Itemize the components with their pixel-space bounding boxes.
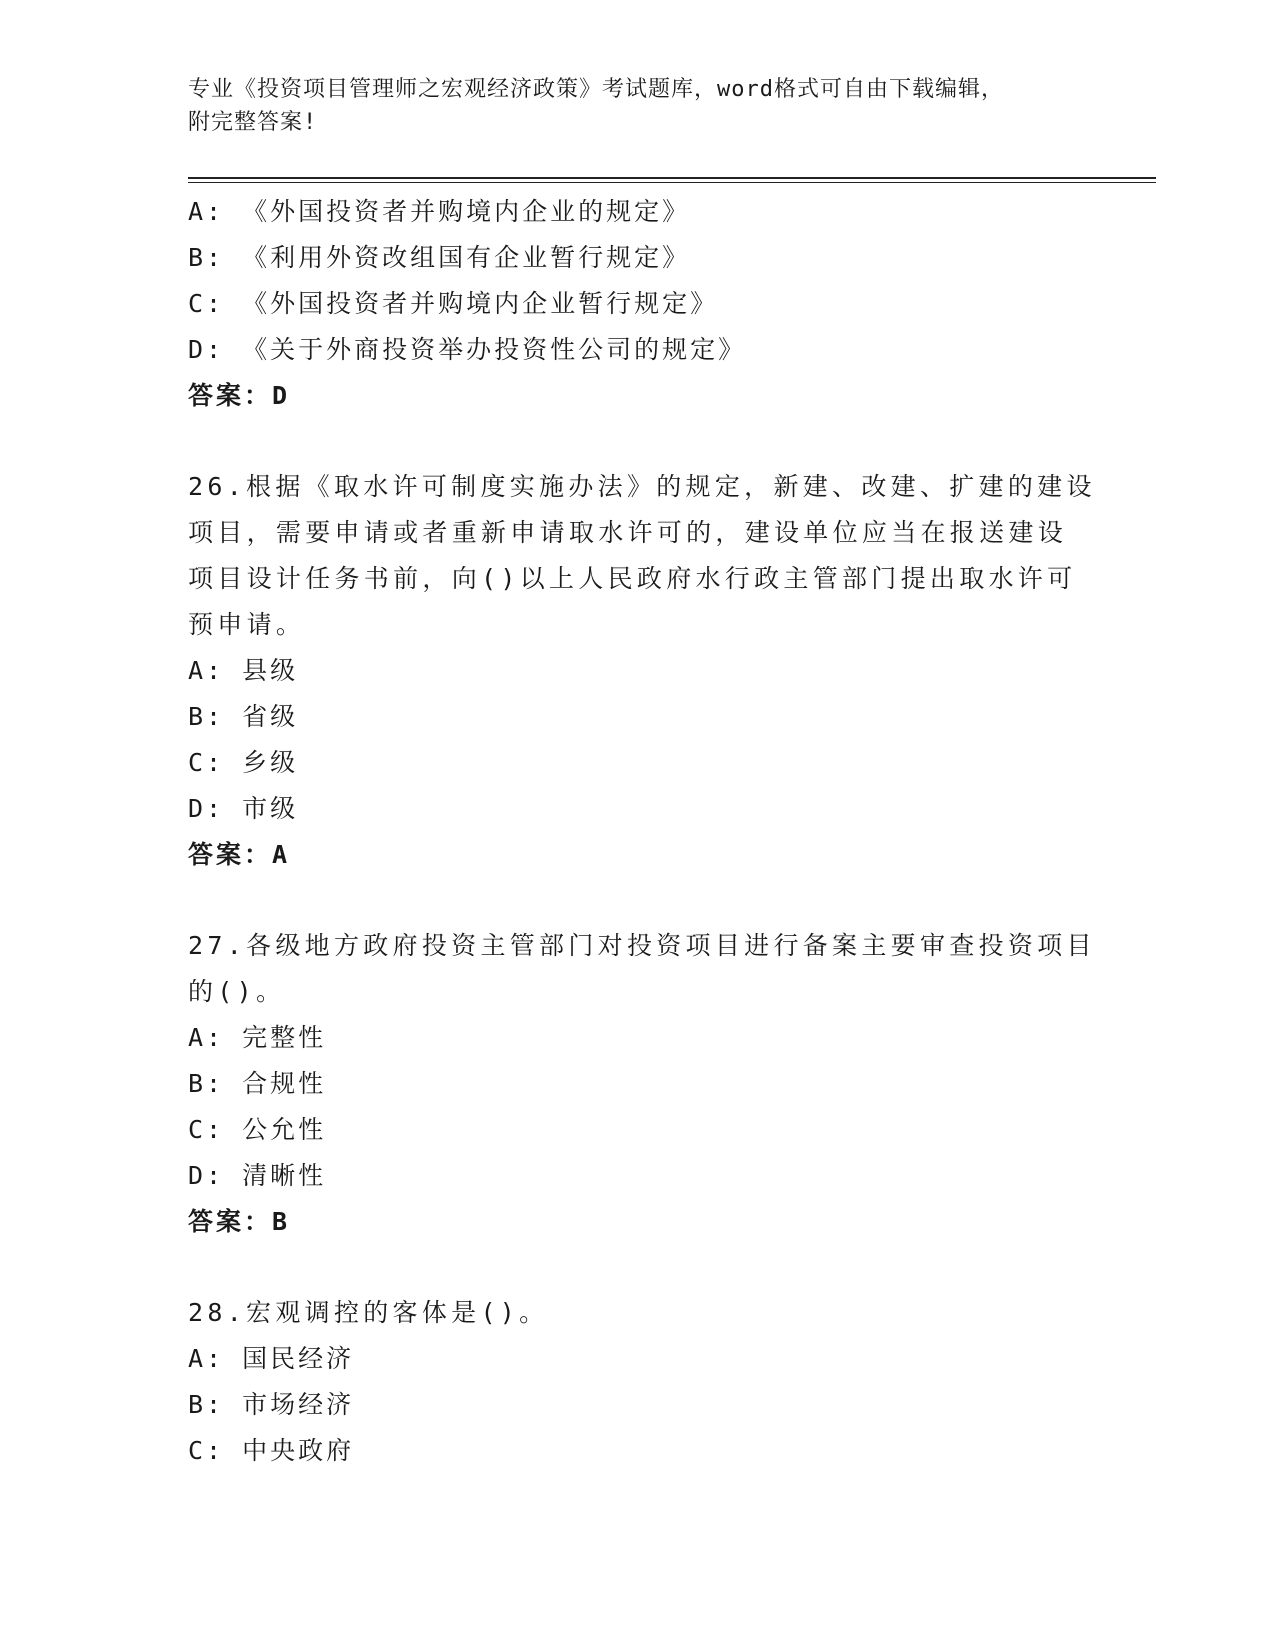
option-d: D: 《关于外商投资举办投资性公司的规定》 xyxy=(188,335,747,364)
question-text-line: 28.宏观调控的客体是()。 xyxy=(188,1298,549,1327)
question-27 xyxy=(188,923,1096,1245)
option-b: B: 市场经济 xyxy=(188,1390,355,1419)
question-28 xyxy=(188,1290,1088,1474)
question-26 xyxy=(188,464,1096,878)
question-text-line: 项目设计任务书前，向()以上人民政府水行政主管部门提出取水许可 xyxy=(188,564,1077,593)
question-text-line: 项目，需要申请或者重新申请取水许可的，建设单位应当在报送建设 xyxy=(188,518,1068,547)
question-text-line: 27.各级地方政府投资主管部门对投资项目进行备案主要审查投资项目 xyxy=(188,931,1096,960)
answer: 答案：A xyxy=(188,840,291,869)
option-c: C: 公允性 xyxy=(188,1115,327,1144)
option-d: D: 市级 xyxy=(188,794,299,823)
option-c: C: 《外国投资者并购境内企业暂行规定》 xyxy=(188,289,719,318)
option-b: B: 合规性 xyxy=(188,1069,327,1098)
option-a: A: 国民经济 xyxy=(188,1344,355,1373)
option-c: C: 乡级 xyxy=(188,748,299,777)
header-divider xyxy=(188,177,1156,183)
option-a: A: 完整性 xyxy=(188,1023,327,1052)
answer: 答案：D xyxy=(188,381,291,410)
document-header xyxy=(188,73,1088,139)
question-text-line: 26.根据《取水许可制度实施办法》的规定，新建、改建、扩建的建设 xyxy=(188,472,1096,501)
header-line-2: 附完整答案! xyxy=(188,110,318,135)
question-list xyxy=(188,189,1096,1474)
option-a: A: 《外国投资者并购境内企业的规定》 xyxy=(188,197,691,226)
answer: 答案：B xyxy=(188,1207,291,1236)
question-25 xyxy=(188,189,1088,419)
question-text-line: 预申请。 xyxy=(188,610,306,639)
option-a: A: 县级 xyxy=(188,656,299,685)
header-line-1: 专业《投资项目管理师之宏观经济政策》考试题库，word格式可自由下载编辑， xyxy=(188,77,1004,102)
question-text-line: 的()。 xyxy=(188,977,286,1006)
option-d: D: 清晰性 xyxy=(188,1161,327,1190)
option-c: C: 中央政府 xyxy=(188,1436,355,1465)
option-b: B: 省级 xyxy=(188,702,299,731)
option-b: B: 《利用外资改组国有企业暂行规定》 xyxy=(188,243,691,272)
